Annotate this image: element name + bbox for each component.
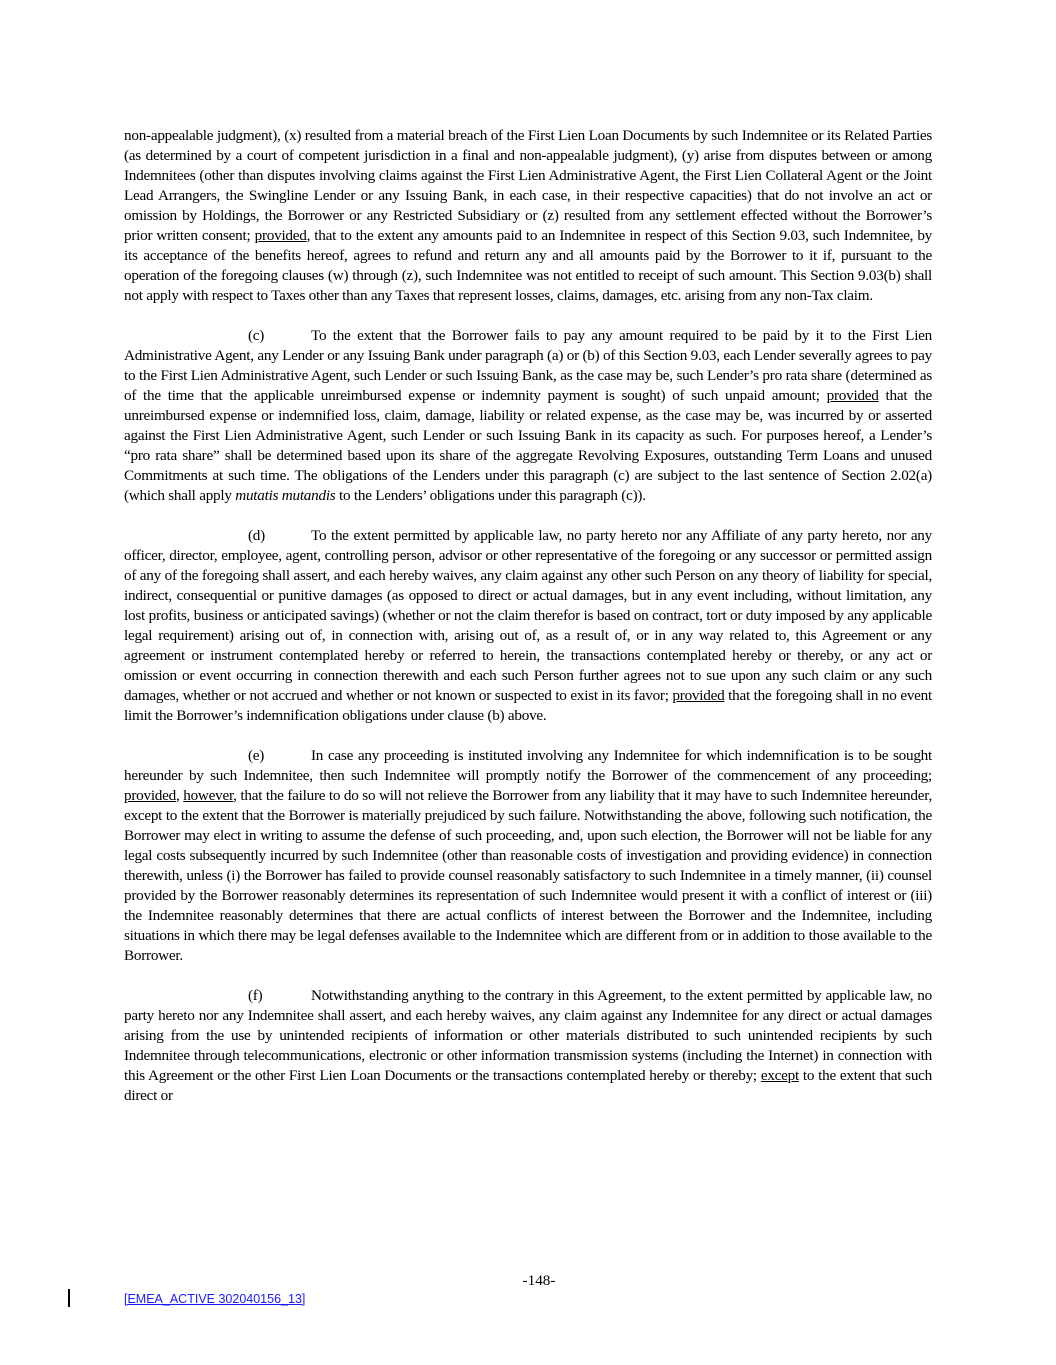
underlined-term: provided bbox=[826, 387, 879, 404]
text-run: In case any proceeding is instituted involving any Indemnitee for which indemnification is to be sought hereunder by such Indemnitee, then such Indemnitee will promptly notify the Borrower of the commencement of any proceeding; bbox=[124, 747, 932, 784]
paragraph-label: (e) bbox=[248, 747, 265, 764]
paragraph-e bbox=[124, 746, 932, 966]
text-run: To the extent permitted by applicable law, no party hereto nor any Affiliate of any party hereto, nor any officer, director, employee, agent, controlling person, advisor or other representative of the foregoing or any successor or permitted assign of any of the foregoing shall assert, and each hereby waives, any claim against any other such Person on any theory of liability for special, indirect, consequential or punitive damages (as opposed to direct or actual damages, but in any event including, without limitation, any lost profits, business or anticipated savings) (whether or not the claim therefor is based on contract, tort or duty imposed by any applicable legal requirement) arising out of, in connection with, arising out of, as a result of, or in any way related to, this Agreement or any agreement or instrument contemplated hereby or referred to herein, the transactions contemplated hereby or thereby, or any act or omission or event occurring in connection therewith and each such Person further agrees not to sue upon any such claim or any such damages, whether or not accrued and whether or not known or suspected to exist in its favor; bbox=[124, 527, 932, 704]
underlined-term: except bbox=[760, 1067, 799, 1084]
paragraph-label: (f) bbox=[248, 987, 263, 1004]
paragraph-b-continuation bbox=[124, 126, 932, 306]
paragraph-c bbox=[124, 326, 932, 506]
paragraph-f bbox=[124, 986, 932, 1106]
underlined-term: provided bbox=[254, 227, 307, 244]
underlined-term: provided bbox=[124, 787, 176, 804]
text-run: , that to the extent any amounts paid to an Indemnitee in respect of this Section 9.03, such Indemnitee, by its acceptance of the benefits hereof, agrees to refund and return any and all amounts paid by the Borrower to it if, pursuant to the operation of the foregoing clauses (w) through (z), such Indemnitee was not entitled to receipt of such amount. This Section 9.03(b) shall not apply with respect to Taxes other than any Taxes that represent losses, claims, damages, etc. arising from any non-Tax claim. bbox=[124, 227, 933, 304]
text-run: , that the failure to do so will not relieve the Borrower from any liability that it may have to such Indemnitee hereunder, except to the extent that the Borrower is materially prejudiced by such failure. Notwithstanding the above, following such notification, the Borrower may elect in writing to assume the defense of such proceeding, and, upon such election, the Borrower will not be liable for any legal costs subsequently incurred by such Indemnitee (other than reasonable costs of investigation and providing evidence) in connection therewith, unless (i) the Borrower has failed to provide counsel reasonably satisfactory to such Indemnitee in a timely manner, (ii) counsel provided by the Borrower reasonably determines its representation of such Indemnitee would present it with a conflict of interest or (iii) the Indemnitee reasonably determines that there are actual conflicts of interest between the Borrower and the Indemnitee, including situations in which there may be legal defenses available to the Indemnitee which are different from or in addition to those available to the Borrower. bbox=[124, 787, 932, 964]
text-run: , bbox=[176, 787, 184, 804]
text-run: that the unreimbursed expense or indemnified loss, claim, damage, liability or related expense, as the case may be, was incurred by or asserted against the First Lien Administrative Agent, such Lender or such Issuing Bank in its capacity as such. For purposes hereof, a Lender’s “pro rata share” shall be determined based upon its share of the aggregate Revolving Exposures, outstanding Term Loans and unused Commitments at such time. The obligations of the Lenders under this paragraph (c) are subject to the last sentence of Section 2.02(a) (which shall apply bbox=[124, 387, 933, 504]
italic-term: mutatis mutandis bbox=[235, 487, 336, 504]
paragraph-d bbox=[124, 526, 932, 726]
text-run: to the extent that such direct or bbox=[124, 1067, 932, 1104]
document-id-link[interactable]: [EMEA_ACTIVE 302040156_13] bbox=[124, 1292, 306, 1306]
text-run: non-appealable judgment), (x) resulted from a material breach of the First Lien Loan Documents by such Indemnitee or its Related Parties (as determined by a court of competent jurisdiction in a final and non-appealable judgment), (y) arise from disputes between or among Indemnitees (other than disputes involving claims against the First Lien Administrative Agent, the First Lien Collateral Agent or the Joint Lead Arrangers, the Swingline Lender or any Issuing Bank, in each case, in their respective capacities) that do not involve an act or omission by Holdings, the Borrower or any Restricted Subsidiary or (z) resulted from any settlement effected without the Borrower’s prior written consent; bbox=[124, 127, 932, 244]
text-run: to the Lenders’ obligations under this paragraph (c)). bbox=[335, 487, 646, 504]
text-run: that the foregoing shall in no event limit the Borrower’s indemnification obligations under clause (b) above. bbox=[124, 687, 932, 724]
revision-change-bar bbox=[68, 1289, 70, 1307]
underlined-term: however bbox=[183, 787, 234, 804]
paragraph-label: (c) bbox=[248, 327, 265, 344]
underlined-term: provided bbox=[672, 687, 725, 704]
text-run: Notwithstanding anything to the contrary in this Agreement, to the extent permitted by applicable law, no party hereto nor any Indemnitee shall assert, and each hereby waives, any claim against any Indemnitee for any direct or actual damages arising from the use by unintended recipients of information or other materials distributed to such unintended recipients by such Indemnitee through telecommunications, electronic or other information transmission systems (including the Internet) in connection with this Agreement or the other First Lien Loan Documents or the transactions contemplated hereby or thereby; bbox=[124, 987, 932, 1084]
paragraph-label: (d) bbox=[248, 527, 265, 544]
document-body bbox=[124, 126, 932, 1126]
page-number: -148- bbox=[522, 1272, 556, 1289]
text-run: To the extent that the Borrower fails to pay any amount required to be paid by it to the First Lien Administrative Agent, any Lender or any Issuing Bank under paragraph (a) or (b) of this Section 9.03, each Lender severally agrees to pay to the First Lien Administrative Agent, such Lender or such Issuing Bank, as the case may be, such Lender’s pro rata share (determined as of the time that the applicable unreimbursed expense or indemnity payment is sought) of such unpaid amount; bbox=[124, 327, 932, 404]
